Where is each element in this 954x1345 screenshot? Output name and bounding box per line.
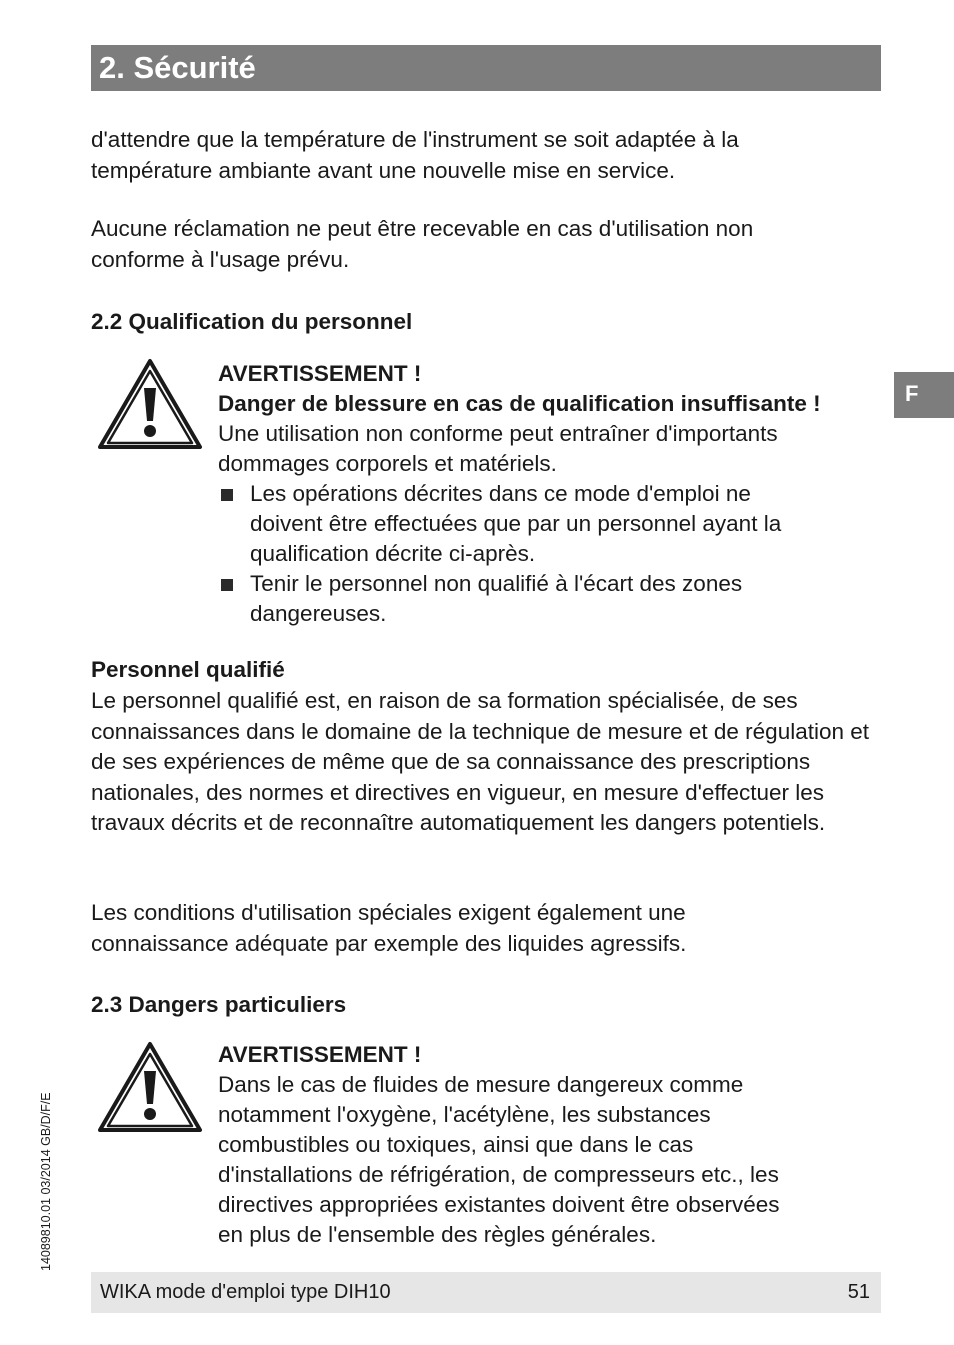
language-tab-label: F (905, 381, 919, 406)
page-footer (91, 1272, 881, 1313)
paragraph-2: Aucune réclamation ne peut être recevable en cas d'utilisation non conforme à l'usage prévu. (91, 216, 754, 272)
warning-text-line: combustibles ou toxiques, ainsi que dans le cas (218, 1132, 694, 1157)
qualified-personnel-text: Le personnel qualifié est, en raison de sa formation spécialisée, de ses connaissances dans le domaine de la technique de mesure et de régulation et de ses expériences de même que de sa connaissance des prescriptions nationales, des normes et directives en vigueur, en mesure d'effectuer les travaux décrits et de reconnaître automatiquement les dangers potentiels. (91, 688, 870, 835)
warning-text-line: en plus de l'ensemble des règles générales. (218, 1222, 657, 1247)
document-code: 14089810.01 03/2014 GB/D/F/E (39, 1092, 53, 1271)
language-tab (894, 372, 954, 418)
heading-2-3: 2.3 Dangers particuliers (91, 992, 347, 1017)
warning-title: AVERTISSEMENT ! (218, 361, 422, 386)
warning-triangle-icon (97, 1041, 203, 1133)
square-bullet-icon (221, 489, 233, 501)
bullet-item (218, 479, 898, 569)
footer-document-title: WIKA mode d'emploi type DIH10 (100, 1281, 391, 1303)
section-title: 2. Sécurité (99, 50, 256, 85)
warning-block-qualification (218, 359, 898, 629)
bullet-text-line: doivent être effectuées que par un personnel ayant la (250, 511, 782, 536)
bullet-text-line: Tenir le personnel non qualifié à l'écart des zones (250, 571, 743, 596)
bullet-text-line: dangereuses. (250, 601, 387, 626)
warning-triangle-icon (97, 358, 203, 450)
page-number: 51 (847, 1281, 870, 1303)
warning-text-line: dommages corporels et matériels. (218, 451, 557, 476)
warning-block-dangers (218, 1040, 898, 1250)
section-header-bar (91, 45, 881, 91)
warning-text-line: Une utilisation non conforme peut entraîner d'importants (218, 421, 778, 446)
warning-title: AVERTISSEMENT ! (218, 1042, 422, 1067)
bullet-text-line: Les opérations décrites dans ce mode d'emploi ne (250, 481, 751, 506)
paragraph-1: d'attendre que la température de l'instrument se soit adaptée à la température ambiante avant une nouvelle mise en service. (91, 127, 739, 183)
warning-text-line: notamment l'oxygène, l'acétylène, les substances (218, 1102, 711, 1127)
bullet-item (218, 569, 898, 629)
warning-text-line: Dans le cas de fluides de mesure dangereux comme (218, 1072, 744, 1097)
bullet-text-line: qualification décrite ci-après. (250, 541, 536, 566)
conditions-paragraph: Les conditions d'utilisation spéciales exigent également une connaissance adéquate par exemple des liquides agressifs. (91, 900, 687, 956)
heading-2-2: 2.2 Qualification du personnel (91, 309, 413, 334)
warning-subtitle: Danger de blessure en cas de qualification insuffisante ! (218, 391, 821, 416)
warning-text-line: directives appropriées existantes doivent être observées (218, 1192, 780, 1217)
qualified-personnel-heading: Personnel qualifié (91, 657, 285, 682)
square-bullet-icon (221, 579, 233, 591)
warning-text-line: d'installations de réfrigération, de compresseurs etc., les (218, 1162, 779, 1187)
